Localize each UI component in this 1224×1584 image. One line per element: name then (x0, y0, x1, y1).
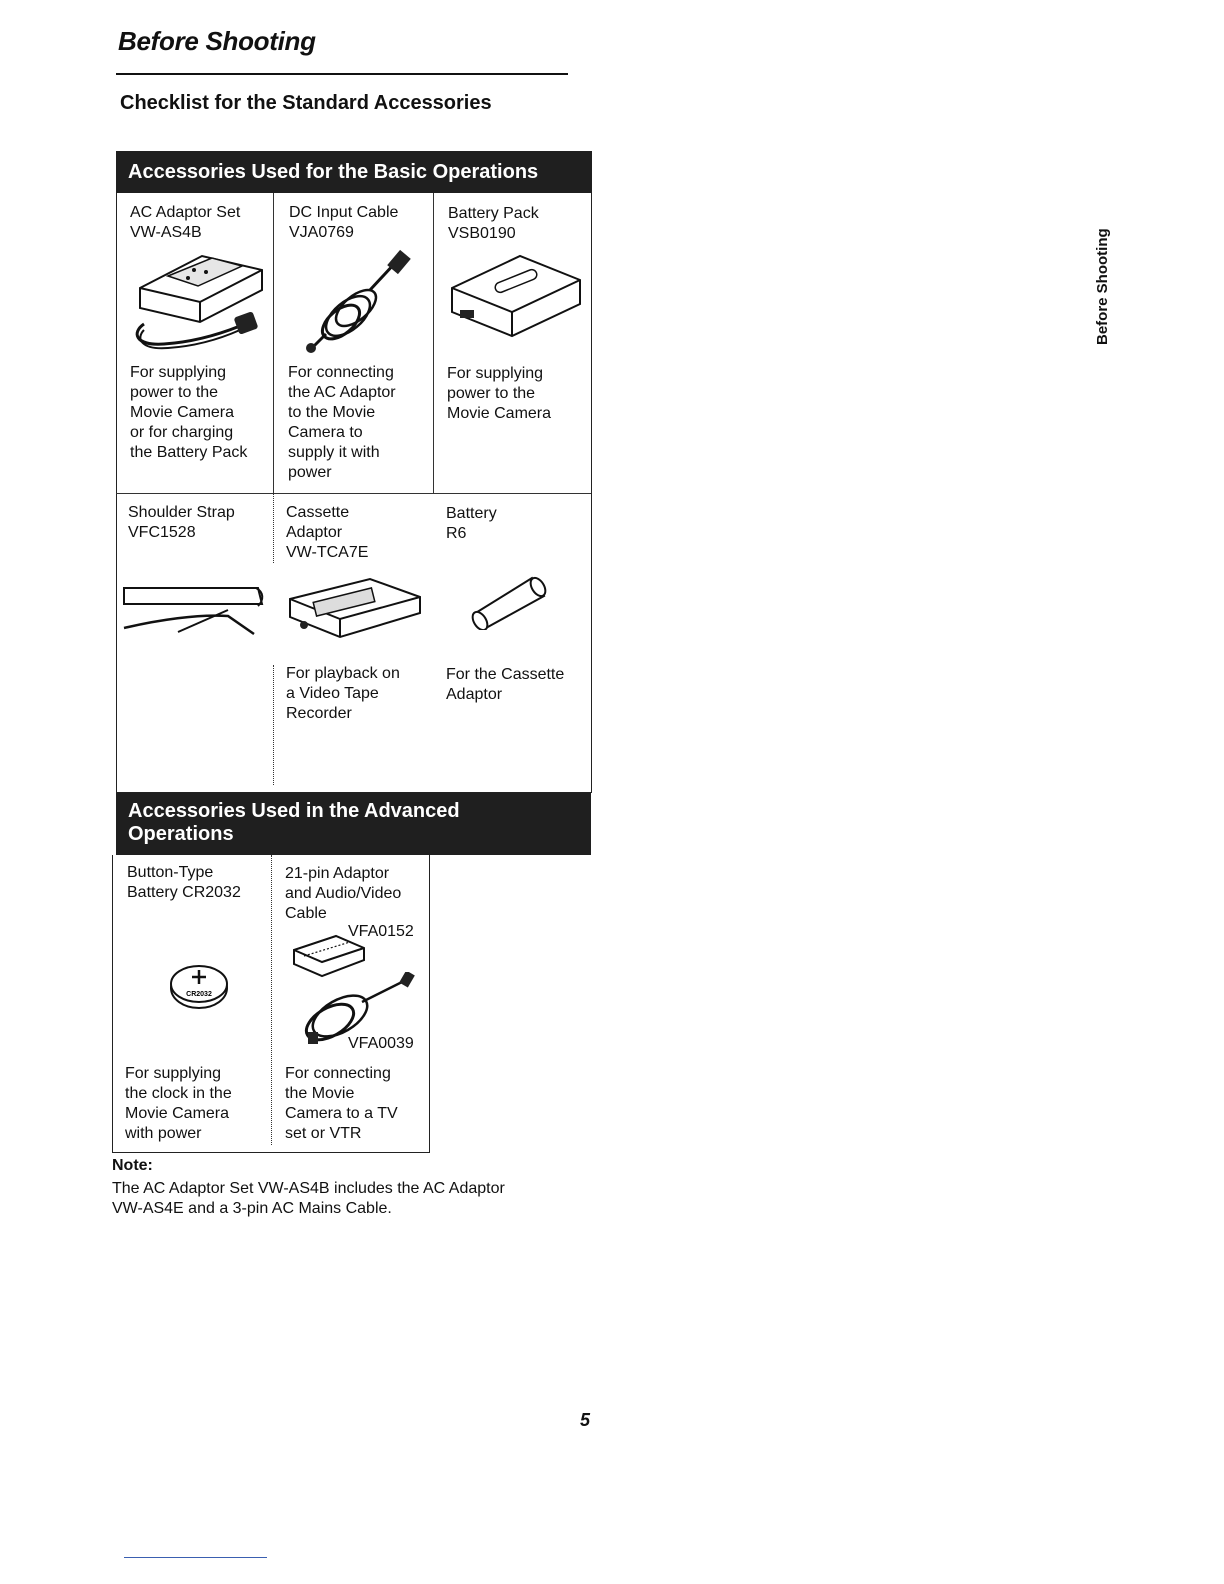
note-line: The AC Adaptor Set VW-AS4B includes the AC Adaptor (112, 1180, 505, 1197)
section-title: Before Shooting (118, 26, 316, 56)
item-description: Movie Camera (125, 1105, 230, 1122)
item-code: VJA0769 (289, 224, 354, 241)
item-description: Movie Camera (130, 404, 235, 421)
item-name: DC Input Cable (289, 204, 399, 221)
item-name: Cassette (286, 504, 350, 521)
item-description: Camera to (288, 424, 363, 441)
note-label: Note: (112, 1157, 153, 1174)
page-number: 5 (580, 1410, 591, 1430)
item-name-line2: and Audio/Video (285, 885, 402, 902)
advanced-heading-line: Accessories Used in the Advanced (128, 800, 460, 822)
item-description: For the Cassette (446, 666, 565, 683)
ac-adaptor-illustration (124, 248, 264, 358)
grid-divider (273, 665, 274, 785)
item-description: Recorder (286, 705, 352, 722)
basic-accessories-heading: Accessories Used for the Basic Operations (116, 151, 592, 193)
item-description: Movie Camera (447, 405, 552, 422)
item-description: the AC Adaptor (288, 384, 396, 401)
item-description: the Battery Pack (130, 444, 248, 461)
item-description: For supplying (130, 364, 227, 381)
item-description: For connecting (288, 364, 394, 381)
item-description: Camera to a TV (285, 1105, 398, 1122)
grid-divider (273, 193, 274, 493)
battery-pack-illustration (446, 252, 586, 342)
coin-battery-illustration (164, 962, 234, 1012)
item-description: power (288, 464, 332, 481)
item-name: 21-pin Adaptor (285, 865, 390, 882)
item-description: or for charging (130, 424, 234, 441)
grid-divider (271, 855, 272, 1145)
item-description: For connecting (285, 1065, 391, 1082)
advanced-accessories-heading (116, 793, 591, 855)
item-name: AC Adaptor Set (130, 204, 241, 221)
page-subtitle: Checklist for the Standard Accessories (120, 92, 492, 114)
r6-battery-illustration (466, 570, 556, 630)
item-description: power to the (447, 385, 536, 402)
item-description: the Movie (285, 1085, 355, 1102)
item-name-line2: Adaptor (286, 524, 343, 541)
item-code: VFC1528 (128, 524, 196, 541)
item-name: Button-Type (127, 864, 214, 881)
cassette-adaptor-illustration (286, 575, 426, 645)
coin-battery-label: CR2032 (186, 991, 212, 998)
item-code: VFA0152 (348, 923, 414, 940)
advanced-heading-line: Operations (128, 823, 234, 845)
item-code: VW-TCA7E (286, 544, 369, 561)
title-rule (116, 73, 568, 75)
item-code: VFA0039 (348, 1035, 414, 1052)
item-description: supply it with (288, 444, 380, 461)
item-code: R6 (446, 525, 467, 542)
item-description: to the Movie (288, 404, 376, 421)
item-description: set or VTR (285, 1125, 362, 1142)
item-name: Shoulder Strap (128, 504, 235, 521)
item-name: Battery (446, 505, 497, 522)
item-description: with power (125, 1125, 202, 1142)
item-code: VSB0190 (448, 225, 516, 242)
item-code: VW-AS4B (130, 224, 202, 241)
item-description: Adaptor (446, 686, 503, 703)
grid-divider (116, 493, 591, 494)
item-description: power to the (130, 384, 219, 401)
item-description: a Video Tape (286, 685, 379, 702)
grid-divider (273, 493, 274, 563)
item-description: For supplying (125, 1065, 222, 1082)
grid-divider (433, 193, 434, 493)
item-name: Battery Pack (448, 205, 539, 222)
item-description: For playback on (286, 665, 400, 682)
item-description: the clock in the (125, 1085, 232, 1102)
item-name-line3: Cable (285, 905, 327, 922)
note-text (112, 1179, 582, 1219)
note-line: VW-AS4E and a 3-pin AC Mains Cable. (112, 1200, 392, 1217)
item-name-line2: Battery CR2032 (127, 884, 241, 901)
dc-cable-illustration (296, 242, 416, 357)
bottom-rule (124, 1557, 267, 1558)
side-tab-label: Before Shooting (1094, 228, 1111, 345)
shoulder-strap-illustration (118, 580, 268, 640)
item-description: For supplying (447, 365, 544, 382)
